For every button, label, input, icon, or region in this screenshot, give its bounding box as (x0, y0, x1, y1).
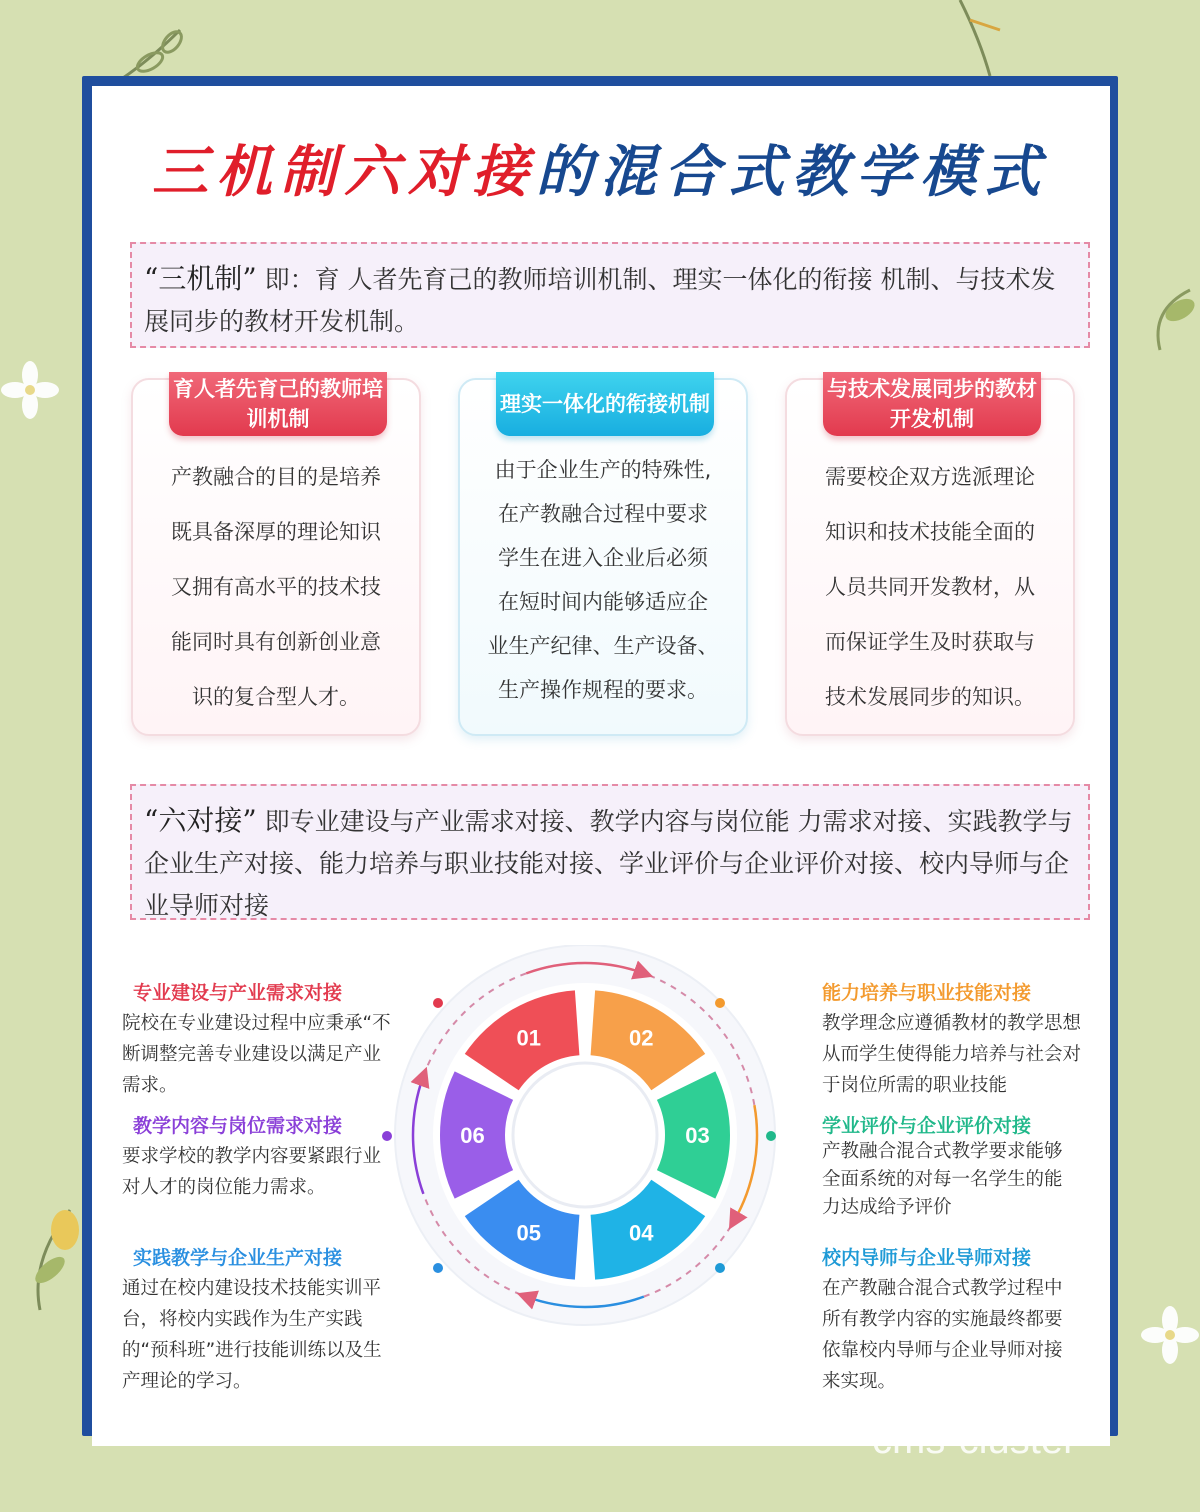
mechanism-3-line: 需要校企双方选派理论 (825, 465, 1035, 489)
connection-1-text: 院校在专业建设过程中应秉承“不断调整完善专业建设以满足产业需求。 (122, 1013, 391, 1096)
mechanism-2-line: 生产操作规程的要求。 (498, 678, 708, 702)
flower-left-decoration (0, 355, 60, 425)
page-title (0, 128, 1200, 208)
six-connections-quote: “六对接” (144, 804, 257, 837)
mechanism-card-1-tab: 育人者先育己的教师培训机制 (169, 372, 387, 436)
mechanism-1-line: 产教融合的目的是培养 (171, 465, 381, 489)
mechanism-2-line: 在产教融合过程中要求 (498, 502, 708, 526)
six-connections-text: 即专业建设与产业需求对接、教学内容与岗位能 力需求对接、实践教学与企业生产对接、能力培养与职业技能对接、学业评价与企业评价对接、校内导师与企业导师对接 (144, 807, 1073, 920)
leaf-left-bottom-decoration (10, 1200, 90, 1320)
connection-3-text: 通过在校内建设技术技能实训平台，将校内实践作为生产实践的“预科班”进行技能训练以及生产理论的学习。 (122, 1278, 382, 1392)
mechanism-card-3-tab: 与技术发展同步的教材开发机制 (823, 372, 1041, 436)
mechanism-card-3 (785, 378, 1075, 736)
connection-2-text: 要求学校的教学内容要紧跟行业对人才的岗位能力需求。 (122, 1146, 382, 1198)
cycle-segment-label-04: 04 (629, 1220, 654, 1246)
cycle-segment-label-06: 06 (460, 1123, 485, 1148)
cycle-diagram (380, 945, 790, 1345)
mechanism-card-1 (131, 378, 421, 736)
leaf-right-decoration (1140, 280, 1200, 360)
cycle-segment-label-05: 05 (516, 1220, 541, 1246)
mechanism-card-1-body (147, 450, 405, 725)
mechanism-2-line: 学生在进入企业后必须 (498, 546, 708, 570)
connection-6-title: 校内导师与企业导师对接 (822, 1247, 1032, 1269)
mechanism-1-line: 又拥有高水平的技术技 (171, 575, 381, 599)
mechanism-1-line: 识的复合型人才。 (192, 685, 360, 709)
branch-top-right-decoration (940, 0, 1030, 80)
connection-5-title: 学业评价与企业评价对接 (822, 1115, 1032, 1137)
title-part-red: 三机制六对接 (152, 139, 536, 205)
mechanism-card-2-tab: 理实一体化的衔接机制 (496, 372, 714, 436)
mechanism-card-3-body (801, 450, 1059, 725)
connection-2-title: 教学内容与岗位需求对接 (133, 1115, 343, 1137)
connection-3-title: 实践教学与企业生产对接 (133, 1247, 343, 1269)
mechanism-card-2-body (474, 448, 732, 712)
mechanism-card-2 (458, 378, 748, 736)
connection-5-text: 产教融合混合式教学要求能够全面系统的对每一名学生的能力达成给予评价 (822, 1141, 1063, 1218)
watermark: cms-cluster (872, 1418, 1077, 1462)
mechanism-2-line: 业生产纪律、生产设备、 (487, 634, 719, 658)
cycle-center (513, 1063, 657, 1207)
mechanism-3-line: 人员共同开发教材，从 (825, 575, 1035, 599)
mechanism-2-line: 由于企业生产的特殊性, (494, 458, 712, 482)
title-part-blue: 的混合式教学模式 (536, 139, 1048, 205)
mechanism-3-line: 技术发展同步的知识。 (825, 685, 1035, 709)
mechanism-2-line: 在短时间内能够适应企 (498, 590, 708, 614)
six-connections-box (130, 784, 1090, 920)
connection-4-title: 能力培养与职业技能对接 (822, 982, 1032, 1004)
flower-right-decoration (1140, 1300, 1200, 1370)
cycle-segment-label-02: 02 (629, 1025, 654, 1051)
connection-1-title: 专业建设与产业需求对接 (133, 982, 343, 1004)
connection-6-text: 在产教融合混合式教学过程中所有教学内容的实施最终都要依靠校内导师与企业导师对接来实现。 (822, 1278, 1063, 1392)
cycle-segment-label-01: 01 (516, 1025, 541, 1051)
mechanism-1-line: 能同时具有创新创业意 (171, 630, 381, 654)
mechanism-3-line: 而保证学生及时获取与 (825, 630, 1035, 654)
three-mechanisms-quote: “三机制” (144, 262, 257, 295)
mechanism-1-line: 既具备深厚的理论知识 (171, 520, 381, 544)
three-mechanisms-box (130, 242, 1090, 348)
cycle-segment-label-03: 03 (685, 1123, 710, 1148)
three-mechanisms-text: 即：育 人者先育己的教师培训机制、理实一体化的衔接 机制、与技术发展同步的教材开发机制。 (144, 265, 1056, 336)
mechanism-3-line: 知识和技术技能全面的 (825, 520, 1035, 544)
connection-4-text: 教学理念应遵循教材的教学思想从而学生使得能力培养与社会对于岗位所需的职业技能 (822, 1013, 1082, 1096)
